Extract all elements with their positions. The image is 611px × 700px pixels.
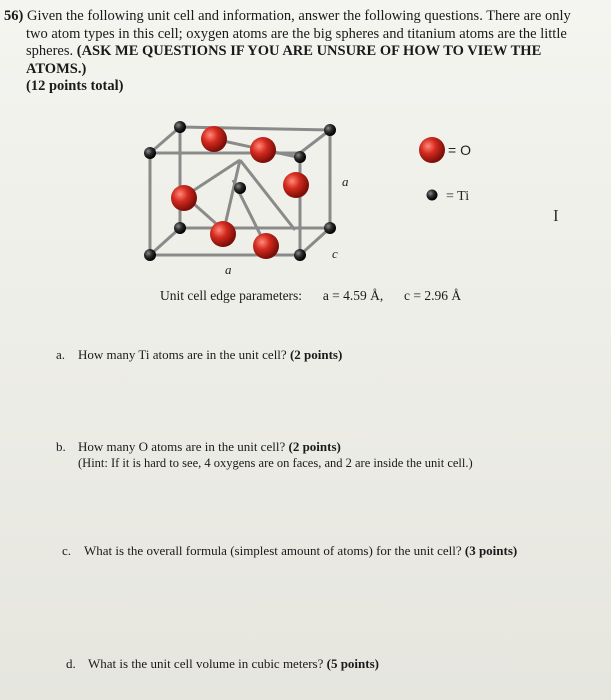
- question-number: 56): [4, 8, 24, 24]
- unit-cell-diagram: [130, 110, 520, 285]
- question-b-text: How many O atoms are in the unit cell?: [78, 439, 286, 454]
- unit-cell-parameters: [160, 288, 461, 304]
- header-line-3: [4, 43, 604, 78]
- o-atom: [201, 126, 227, 152]
- question-b-points: (2 points): [288, 439, 341, 454]
- question-a-points: (2 points): [289, 347, 343, 362]
- legend-oxygen-sphere: [419, 137, 445, 163]
- question-b-letter: b.: [56, 439, 66, 454]
- legend-titanium-label: = Ti: [446, 189, 470, 204]
- label-a-bottom: a: [225, 262, 232, 277]
- ti-atom: [234, 182, 246, 194]
- o-atom: [283, 172, 309, 198]
- header-line-2: two atom types in this cell; oxygen atoms are the big spheres and titanium atoms are the little: [26, 25, 567, 42]
- ti-atom: [144, 249, 156, 261]
- ti-atom: [294, 151, 306, 163]
- question-b: [56, 439, 473, 471]
- label-a-side: a: [342, 174, 349, 189]
- o-atom: [171, 185, 197, 211]
- question-d-text: What is the unit cell volume in cubic meters?: [88, 656, 324, 671]
- param-c: c = 2.96 Å: [404, 288, 462, 303]
- ti-atom: [324, 222, 336, 234]
- question-d-letter: d.: [66, 656, 76, 671]
- o-atom: [210, 221, 236, 247]
- question-d-points: (5 points): [326, 656, 379, 671]
- legend-oxygen-label: = O: [448, 142, 471, 158]
- header-line-3-normal: spheres.: [26, 43, 74, 59]
- ti-atom: [144, 147, 156, 159]
- total-points: (12 points total): [26, 78, 124, 94]
- ti-atom: [324, 124, 336, 136]
- question-a-text: How many Ti atoms are in the unit cell?: [78, 347, 287, 362]
- question-header: [4, 8, 604, 96]
- question-c-points: (3 points): [464, 543, 518, 558]
- ti-atom: [294, 249, 306, 261]
- ti-atom: [174, 222, 186, 234]
- o-atom: [253, 233, 279, 259]
- header-line-3-bold: (ASK ME QUESTIONS IF YOU ARE UNSURE OF HOW TO VIEW THE ATOMS.): [26, 43, 542, 77]
- ti-atom: [174, 121, 186, 133]
- param-a: a = 4.59 Å,: [322, 288, 384, 303]
- question-a: [56, 347, 342, 363]
- label-c: c: [332, 246, 338, 261]
- question-c-text: What is the overall formula (simplest amount of atoms) for the unit cell?: [84, 543, 462, 558]
- text-cursor-icon: I: [553, 206, 559, 225]
- legend-titanium-sphere: [427, 190, 438, 201]
- header-line-1: Given the following unit cell and information, answer the following questions. There are only: [26, 8, 571, 24]
- o-atom: [250, 137, 276, 163]
- question-d: [66, 656, 379, 672]
- question-a-letter: a.: [56, 347, 66, 362]
- params-prefix: Unit cell edge parameters:: [160, 288, 303, 303]
- question-b-hint: (Hint: If it is hard to see, 4 oxygens are on faces, and 2 are inside the unit cell.): [78, 456, 473, 470]
- question-c-letter: c.: [62, 543, 72, 558]
- question-c: [62, 543, 517, 559]
